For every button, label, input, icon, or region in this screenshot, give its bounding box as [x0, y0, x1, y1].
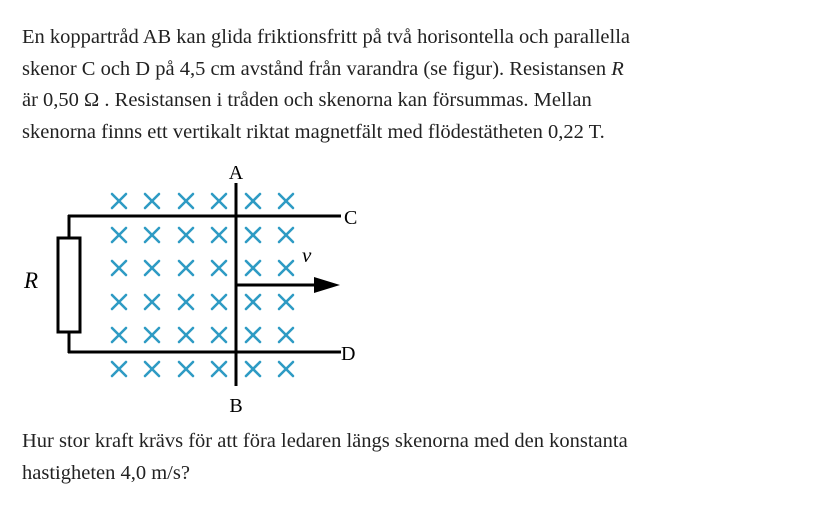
- field-cross-icon: [145, 228, 159, 242]
- field-cross-icon: [145, 194, 159, 208]
- field-cross-icon: [112, 362, 126, 376]
- field-cross-icon: [179, 362, 193, 376]
- field-cross-icon: [279, 194, 293, 208]
- field-cross-icon: [246, 261, 260, 275]
- field-cross-icon: [179, 295, 193, 309]
- problem-line-1: En koppartråd AB kan glida friktionsfritt på två horisontella och parallella: [22, 26, 630, 48]
- field-cross-icon: [212, 228, 226, 242]
- field-cross-icon: [112, 228, 126, 242]
- field-cross-icon: [279, 261, 293, 275]
- field-cross-icon: [246, 328, 260, 342]
- field-cross-icon: [145, 328, 159, 342]
- problem-line-4: skenorna finns ett vertikalt riktat magnetfält med flödestätheten 0,22 T.: [22, 120, 605, 143]
- question-line-2: hastigheten 4,0 m/s?: [22, 461, 190, 484]
- field-cross-icon: [112, 194, 126, 208]
- label-b: B: [229, 395, 243, 417]
- label-r: R: [24, 268, 39, 293]
- field-cross-icon: [279, 295, 293, 309]
- field-cross-icon: [246, 362, 260, 376]
- field-cross-icon: [279, 362, 293, 376]
- field-cross-icon: [179, 228, 193, 242]
- field-cross-icon: [179, 261, 193, 275]
- field-cross-icon: [212, 328, 226, 342]
- field-cross-icon: [112, 295, 126, 309]
- field-cross-icon: [279, 228, 293, 242]
- label-c: C: [344, 207, 358, 229]
- field-cross-icon: [112, 261, 126, 275]
- field-cross-icon: [179, 328, 193, 342]
- field-cross-icon: [279, 328, 293, 342]
- label-d: D: [341, 343, 356, 365]
- problem-line-2: [22, 54, 802, 86]
- problem-line-3: är 0,50 Ω . Resistansen i tråden och skenorna kan försummas. Mellan: [22, 89, 592, 112]
- field-cross-icon: [145, 261, 159, 275]
- field-cross-icon: [212, 295, 226, 309]
- field-cross-icon: [112, 328, 126, 342]
- label-v: v: [302, 243, 312, 267]
- question-line-1: Hur stor kraft krävs för att föra ledaren längs skenorna med den konstanta: [22, 430, 628, 452]
- resistor: [58, 238, 80, 332]
- circuit-figure: [18, 160, 368, 422]
- label-a: A: [228, 162, 244, 184]
- field-cross-icon: [246, 194, 260, 208]
- field-cross-icon: [179, 194, 193, 208]
- field-cross-icon: [212, 194, 226, 208]
- field-cross-icon: [212, 261, 226, 275]
- field-cross-icon: [145, 362, 159, 376]
- field-cross-icon: [212, 362, 226, 376]
- resistance-symbol: R: [611, 57, 624, 80]
- problem-text: [22, 22, 802, 148]
- velocity-arrowhead: [314, 277, 340, 293]
- field-cross-icon: [246, 295, 260, 309]
- field-cross-icon: [145, 295, 159, 309]
- question-text: [22, 426, 802, 489]
- field-cross-icon: [246, 228, 260, 242]
- problem-line-2-text: skenor C och D på 4,5 cm avstånd från varandra (se figur). Resistansen: [22, 57, 612, 80]
